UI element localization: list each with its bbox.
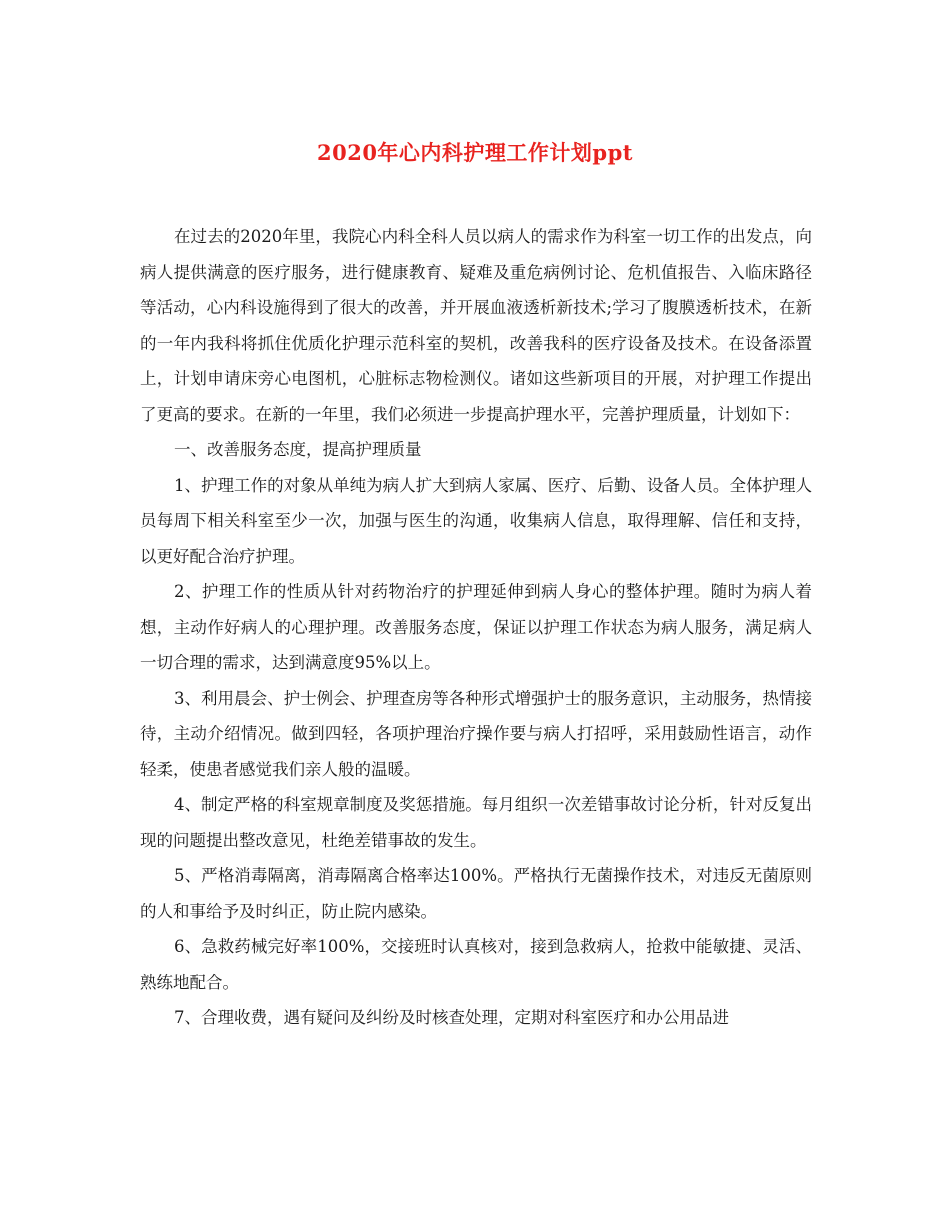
document-title: 2020年心内科护理工作计划ppt <box>316 140 633 165</box>
document-body <box>140 219 812 1036</box>
paragraph-item-3: 3、利用晨会、护士例会、护理查房等各种形式增强护士的服务意识，主动服务，热情接待，主动介绍情况。做到四轻，各项护理治疗操作要与病人打招呼，采用鼓励性语言，动作轻柔，使患者感觉我们亲人般的温暖。 <box>140 688 812 779</box>
paragraph-item-5: 5、严格消毒隔离，消毒隔离合格率达100%。严格执行无菌操作技术，对违反无菌原则的人和事给予及时纠正，防止院内感染。 <box>140 866 812 921</box>
paragraph-item-7: 7、合理收费，遇有疑问及纠纷及时核查处理，定期对科室医疗和办公用品进 <box>174 1008 729 1027</box>
paragraph-item-6: 6、急救药械完好率100%，交接班时认真核对，接到急救病人，抢救中能敏捷、灵活、熟练地配合。 <box>140 937 812 992</box>
paragraph-item-2: 2、护理工作的性质从针对药物治疗的护理延伸到病人身心的整体护理。随时为病人着想，主动作好病人的心理护理。改善服务态度，保证以护理工作状态为病人服务，满足病人一切合理的需求，达到满意度95%以上。 <box>140 582 812 672</box>
paragraph-intro: 在过去的2020年里，我院心内科全科人员以病人的需求作为科室一切工作的出发点，向病人提供满意的医疗服务，进行健康教育、疑难及重危病例讨论、危机值报告、入临床路径等活动，心内科设施得到了很大的改善，并开展血液透析新技术;学习了腹膜透析技术，在新的一年内我科将抓住优质化护理示范科室的契机，改善我科的医疗设备及技术。在设备添置上，计划申请床旁心电图机，心脏标志物检测仪。诸如这些新项目的开展，对护理工作提出了更高的要求。在新的一年里，我们必须进一步提高护理水平，完善护理质量，计划如下： <box>140 227 812 424</box>
paragraph-item-4: 4、制定严格的科室规章制度及奖惩措施。每月组织一次差错事故讨论分析，针对反复出现的问题提出整改意见，杜绝差错事故的发生。 <box>140 795 812 850</box>
paragraph-item-1: 1、护理工作的对象从单纯为病人扩大到病人家属、医疗、后勤、设备人员。全体护理人员每周下相关科室至少一次，加强与医生的沟通，收集病人信息，取得理解、信任和支持，以更好配合治疗护理。 <box>140 475 812 566</box>
section-heading: 一、改善服务态度，提高护理质量 <box>174 440 422 459</box>
